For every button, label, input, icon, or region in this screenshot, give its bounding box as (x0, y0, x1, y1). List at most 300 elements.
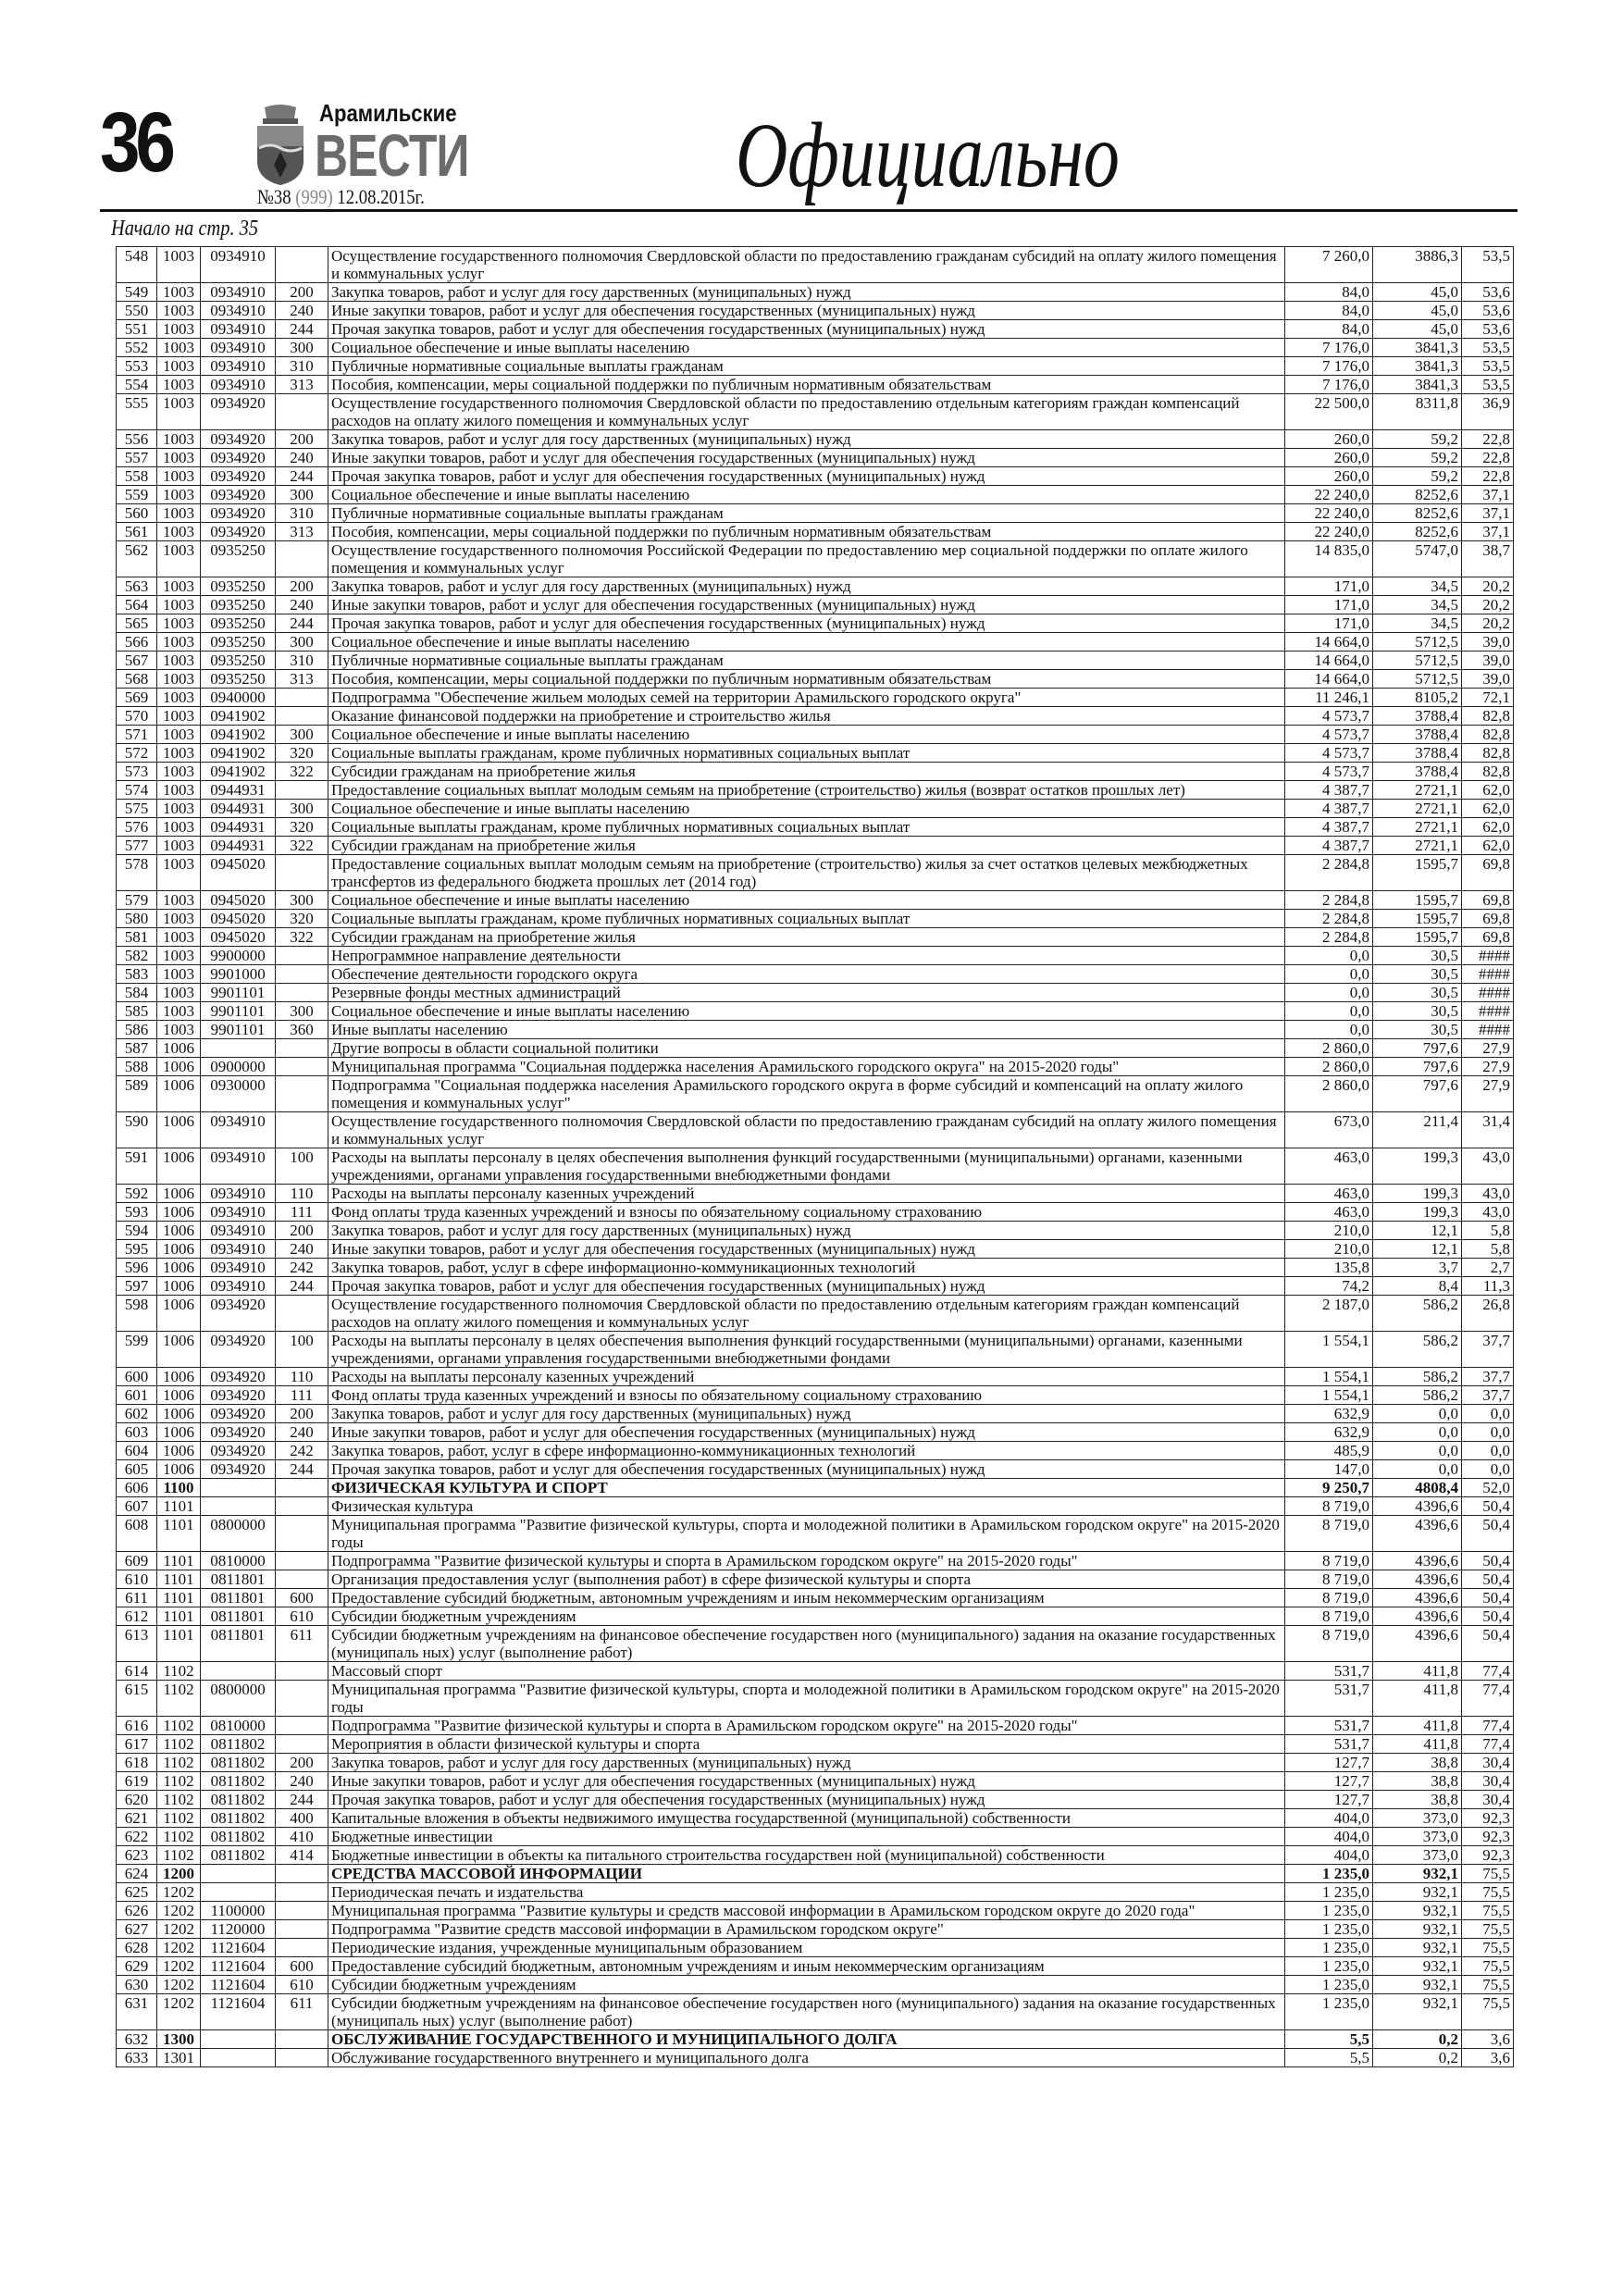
description: Фонд оплаты труда казенных учреждений и взносы по обязательному социальному страхованию (328, 1386, 1285, 1405)
description: Капитальные вложения в объекты недвижимого имущества государственной (муниципальной) собственности (328, 1809, 1285, 1828)
executed-amount: 411,8 (1373, 1681, 1462, 1717)
table-row (117, 1039, 1514, 1058)
expense-type-code: 110 (276, 1185, 328, 1203)
table-row (117, 1772, 1514, 1791)
section-code: 1101 (157, 1607, 201, 1626)
budget-table-body (117, 247, 1514, 2067)
executed-amount: 8252,6 (1373, 523, 1462, 541)
row-number: 577 (117, 837, 157, 855)
description: Прочая закупка товаров, работ и услуг для обеспечения государственных (муниципальных) нужд (328, 1277, 1285, 1296)
planned-amount: 485,9 (1285, 1442, 1373, 1460)
executed-amount: 3788,4 (1373, 744, 1462, 763)
expense-type-code (276, 1552, 328, 1570)
execution-percent: 53,6 (1462, 302, 1514, 320)
table-row (117, 1976, 1514, 1994)
section-code: 1003 (157, 357, 201, 376)
table-row (117, 394, 1514, 430)
planned-amount: 2 284,8 (1285, 910, 1373, 928)
expense-type-code (276, 541, 328, 577)
planned-amount: 4 387,7 (1285, 818, 1373, 837)
description: Социальные выплаты гражданам, кроме публичных нормативных социальных выплат (328, 818, 1285, 837)
description: Предоставление субсидий бюджетным, автономным учреждениям и иным некоммерческим организациям (328, 1589, 1285, 1607)
execution-percent: 43,0 (1462, 1148, 1514, 1185)
execution-percent: 39,0 (1462, 633, 1514, 652)
target-code: 0934910 (201, 1112, 276, 1148)
execution-percent: 53,5 (1462, 247, 1514, 283)
description: Иные закупки товаров, работ и услуг для обеспечения государственных (муниципальных) нужд (328, 1240, 1285, 1259)
description: Пособия, компенсации, меры социальной поддержки по публичным нормативным обязательствам (328, 376, 1285, 394)
section-code: 1003 (157, 800, 201, 818)
planned-amount: 1 235,0 (1285, 1976, 1373, 1994)
section-code: 1102 (157, 1772, 201, 1791)
executed-amount: 30,5 (1373, 947, 1462, 965)
execution-percent: 62,0 (1462, 800, 1514, 818)
table-row (117, 486, 1514, 504)
execution-percent: 77,4 (1462, 1681, 1514, 1717)
execution-percent: 5,8 (1462, 1222, 1514, 1240)
description: Предоставление социальных выплат молодым семьям на приобретение (строительство) жилья (возврат остатков прошлых лет) (328, 781, 1285, 800)
description: Социальное обеспечение и иные выплаты населению (328, 891, 1285, 910)
planned-amount: 2 860,0 (1285, 1076, 1373, 1112)
planned-amount: 1 554,1 (1285, 1386, 1373, 1405)
execution-percent: 39,0 (1462, 652, 1514, 670)
table-row (117, 855, 1514, 891)
planned-amount: 5,5 (1285, 2030, 1373, 2049)
section-code: 1006 (157, 1203, 201, 1222)
row-number: 603 (117, 1423, 157, 1442)
execution-percent: 37,7 (1462, 1332, 1514, 1368)
target-code: 9901000 (201, 965, 276, 984)
target-code: 0934920 (201, 504, 276, 523)
executed-amount: 34,5 (1373, 596, 1462, 614)
expense-type-code (276, 1920, 328, 1939)
description: Закупка товаров, работ и услуг для госу дарственных (муниципальных) нужд (328, 430, 1285, 449)
planned-amount: 2 187,0 (1285, 1296, 1373, 1332)
target-code: 0934920 (201, 1423, 276, 1442)
row-number: 612 (117, 1607, 157, 1626)
planned-amount: 404,0 (1285, 1846, 1373, 1865)
planned-amount: 2 284,8 (1285, 855, 1373, 891)
section-code: 1003 (157, 984, 201, 1002)
expense-type-code: 300 (276, 1002, 328, 1021)
section-code: 1003 (157, 928, 201, 947)
target-code: 0934920 (201, 1296, 276, 1332)
table-row (117, 504, 1514, 523)
table-row (117, 1957, 1514, 1976)
planned-amount: 127,7 (1285, 1772, 1373, 1791)
planned-amount: 531,7 (1285, 1681, 1373, 1717)
target-code (201, 1479, 276, 1497)
table-row (117, 670, 1514, 689)
target-code: 0935250 (201, 577, 276, 596)
planned-amount: 171,0 (1285, 596, 1373, 614)
execution-percent: 92,3 (1462, 1846, 1514, 1865)
table-row (117, 1516, 1514, 1552)
section-code: 1006 (157, 1296, 201, 1332)
row-number: 594 (117, 1222, 157, 1240)
executed-amount: 30,5 (1373, 965, 1462, 984)
table-row (117, 1883, 1514, 1902)
execution-percent: 53,5 (1462, 339, 1514, 357)
planned-amount: 14 664,0 (1285, 670, 1373, 689)
target-code: 0811801 (201, 1607, 276, 1626)
description: Непрограммное направление деятельности (328, 947, 1285, 965)
expense-type-code: 240 (276, 1240, 328, 1259)
table-row (117, 965, 1514, 984)
row-number: 560 (117, 504, 157, 523)
planned-amount: 147,0 (1285, 1460, 1373, 1479)
table-row (117, 1423, 1514, 1442)
description: Подпрограмма "Социальная поддержка населения Арамильского городского округа в форме субсидий и компенсаций на оплату жилого помещения и коммунальных услуг" (328, 1076, 1285, 1112)
execution-percent: 62,0 (1462, 837, 1514, 855)
expense-type-code: 111 (276, 1386, 328, 1405)
section-code: 1003 (157, 763, 201, 781)
planned-amount: 210,0 (1285, 1240, 1373, 1259)
target-code: 0811802 (201, 1791, 276, 1809)
section-code: 1003 (157, 1021, 201, 1039)
execution-percent: 69,8 (1462, 855, 1514, 891)
description: Подпрограмма "Обеспечение жильем молодых семей на территории Арамильского городского округа" (328, 689, 1285, 707)
expense-type-code: 244 (276, 1460, 328, 1479)
description: Физическая культура (328, 1497, 1285, 1516)
expense-type-code (276, 247, 328, 283)
section-code: 1300 (157, 2030, 201, 2049)
execution-percent: 53,6 (1462, 283, 1514, 302)
target-code: 1121604 (201, 1939, 276, 1957)
section-code: 1003 (157, 523, 201, 541)
expense-type-code: 414 (276, 1846, 328, 1865)
planned-amount: 2 284,8 (1285, 928, 1373, 947)
target-code: 0934910 (201, 357, 276, 376)
table-row (117, 596, 1514, 614)
table-row (117, 1626, 1514, 1662)
expense-type-code (276, 1112, 328, 1148)
execution-percent: 26,8 (1462, 1296, 1514, 1332)
planned-amount: 22 240,0 (1285, 523, 1373, 541)
issue-number: №38 (257, 185, 291, 208)
execution-percent: 75,5 (1462, 1976, 1514, 1994)
executed-amount: 8311,8 (1373, 394, 1462, 430)
table-row (117, 1185, 1514, 1203)
row-number: 548 (117, 247, 157, 283)
description: Осуществление государственного полномочия Свердловской области по предоставлению гражданам субсидий на оплату жилого помещения и коммунальных услуг (328, 247, 1285, 283)
execution-percent: 52,0 (1462, 1479, 1514, 1497)
section-code: 1006 (157, 1076, 201, 1112)
description: Иные закупки товаров, работ и услуг для обеспечения государственных (муниципальных) нужд (328, 302, 1285, 320)
table-row (117, 357, 1514, 376)
description: Социальное обеспечение и иные выплаты населению (328, 1002, 1285, 1021)
section-code: 1100 (157, 1479, 201, 1497)
executed-amount: 8,4 (1373, 1277, 1462, 1296)
row-number: 620 (117, 1791, 157, 1809)
target-code (201, 1039, 276, 1058)
section-code: 1006 (157, 1405, 201, 1423)
row-number: 596 (117, 1259, 157, 1277)
section-title: Официально (736, 104, 1120, 206)
execution-percent: 20,2 (1462, 614, 1514, 633)
execution-percent: 75,5 (1462, 1902, 1514, 1920)
execution-percent: 22,8 (1462, 449, 1514, 467)
row-number: 553 (117, 357, 157, 376)
expense-type-code: 300 (276, 800, 328, 818)
executed-amount: 4396,6 (1373, 1626, 1462, 1662)
target-code: 0811802 (201, 1754, 276, 1772)
table-row (117, 1735, 1514, 1754)
target-code: 1121604 (201, 1957, 276, 1976)
section-code: 1003 (157, 965, 201, 984)
execution-percent: 30,4 (1462, 1754, 1514, 1772)
planned-amount: 0,0 (1285, 1002, 1373, 1021)
table-row (117, 1754, 1514, 1772)
planned-amount: 4 573,7 (1285, 707, 1373, 726)
section-code: 1003 (157, 910, 201, 928)
section-code: 1003 (157, 744, 201, 763)
planned-amount: 127,7 (1285, 1754, 1373, 1772)
expense-type-code (276, 1296, 328, 1332)
planned-amount: 84,0 (1285, 283, 1373, 302)
row-number: 570 (117, 707, 157, 726)
row-number: 621 (117, 1809, 157, 1828)
planned-amount: 8 719,0 (1285, 1570, 1373, 1589)
target-code: 0811801 (201, 1570, 276, 1589)
executed-amount: 199,3 (1373, 1148, 1462, 1185)
table-row (117, 376, 1514, 394)
planned-amount: 7 176,0 (1285, 376, 1373, 394)
table-row (117, 577, 1514, 596)
expense-type-code (276, 965, 328, 984)
execution-percent: 31,4 (1462, 1112, 1514, 1148)
target-code: 0934910 (201, 320, 276, 339)
expense-type-code: 240 (276, 1423, 328, 1442)
description: Осуществление государственного полномочия Российской Федерации по предоставлению мер социальной поддержки по оплате жилого помещения и коммунальных услуг (328, 541, 1285, 577)
planned-amount: 8 719,0 (1285, 1626, 1373, 1662)
description: Социальные выплаты гражданам, кроме публичных нормативных социальных выплат (328, 744, 1285, 763)
row-number: 631 (117, 1994, 157, 2030)
description: Фонд оплаты труда казенных учреждений и взносы по обязательному социальному страхованию (328, 1203, 1285, 1222)
executed-amount: 373,0 (1373, 1828, 1462, 1846)
executed-amount: 45,0 (1373, 283, 1462, 302)
expense-type-code: 600 (276, 1589, 328, 1607)
row-number: 586 (117, 1021, 157, 1039)
expense-type-code (276, 855, 328, 891)
expense-type-code: 611 (276, 1994, 328, 2030)
row-number: 571 (117, 726, 157, 744)
section-code: 1003 (157, 707, 201, 726)
page-number: 36 (100, 95, 171, 190)
continued-from-note: Начало на стр. 35 (111, 217, 259, 241)
expense-type-code: 244 (276, 614, 328, 633)
table-row (117, 781, 1514, 800)
execution-percent: #### (1462, 947, 1514, 965)
description: Прочая закупка товаров, работ и услуг для обеспечения государственных (муниципальных) нужд (328, 467, 1285, 486)
row-number: 567 (117, 652, 157, 670)
row-number: 598 (117, 1296, 157, 1332)
table-row (117, 1828, 1514, 1846)
planned-amount: 2 860,0 (1285, 1039, 1373, 1058)
description: Предоставление субсидий бюджетным, автономным учреждениям и иным некоммерческим организациям (328, 1957, 1285, 1976)
row-number: 555 (117, 394, 157, 430)
executed-amount: 373,0 (1373, 1846, 1462, 1865)
expense-type-code: 111 (276, 1203, 328, 1222)
executed-amount: 932,1 (1373, 1957, 1462, 1976)
description: Субсидии гражданам на приобретение жилья (328, 763, 1285, 781)
executed-amount: 932,1 (1373, 1883, 1462, 1902)
description: Прочая закупка товаров, работ и услуг для обеспечения государственных (муниципальных) нужд (328, 1791, 1285, 1809)
table-row (117, 523, 1514, 541)
row-number: 576 (117, 818, 157, 837)
expense-type-code (276, 1681, 328, 1717)
description: Закупка товаров, работ и услуг для госу дарственных (муниципальных) нужд (328, 1222, 1285, 1240)
section-code: 1003 (157, 449, 201, 467)
execution-percent: 2,7 (1462, 1259, 1514, 1277)
table-row (117, 837, 1514, 855)
target-code: 0810000 (201, 1552, 276, 1570)
row-number: 573 (117, 763, 157, 781)
description: СРЕДСТВА МАССОВОЙ ИНФОРМАЦИИ (328, 1865, 1285, 1883)
target-code: 0934910 (201, 1185, 276, 1203)
section-code: 1102 (157, 1828, 201, 1846)
row-number: 562 (117, 541, 157, 577)
row-number: 563 (117, 577, 157, 596)
execution-percent: 50,4 (1462, 1570, 1514, 1589)
expense-type-code: 200 (276, 283, 328, 302)
section-code: 1102 (157, 1662, 201, 1681)
expense-type-code: 300 (276, 726, 328, 744)
row-number: 559 (117, 486, 157, 504)
table-row (117, 947, 1514, 965)
target-code: 1120000 (201, 1920, 276, 1939)
row-number: 593 (117, 1203, 157, 1222)
target-code: 0935250 (201, 596, 276, 614)
section-code: 1003 (157, 689, 201, 707)
executed-amount: 4396,6 (1373, 1570, 1462, 1589)
execution-percent: 53,6 (1462, 320, 1514, 339)
execution-percent: 77,4 (1462, 1717, 1514, 1735)
planned-amount: 0,0 (1285, 947, 1373, 965)
description: Муниципальная программа "Развитие физической культуры, спорта и молодежной политики в Арамильском городском округе" на 2015-2020 годы (328, 1681, 1285, 1717)
table-row (117, 1259, 1514, 1277)
execution-percent: 75,5 (1462, 1957, 1514, 1976)
brand-name-main: ВЕСТИ (315, 122, 469, 189)
description: Социальное обеспечение и иные выплаты населению (328, 800, 1285, 818)
planned-amount: 260,0 (1285, 467, 1373, 486)
description: Социальное обеспечение и иные выплаты населению (328, 486, 1285, 504)
executed-amount: 3788,4 (1373, 763, 1462, 781)
target-code: 0811802 (201, 1772, 276, 1791)
execution-percent: 82,8 (1462, 707, 1514, 726)
row-number: 556 (117, 430, 157, 449)
row-number: 590 (117, 1112, 157, 1148)
target-code: 0934910 (201, 1277, 276, 1296)
description: Закупка товаров, работ и услуг для госу дарственных (муниципальных) нужд (328, 1754, 1285, 1772)
executed-amount: 199,3 (1373, 1203, 1462, 1222)
execution-percent: 22,8 (1462, 467, 1514, 486)
executed-amount: 59,2 (1373, 449, 1462, 467)
section-code: 1006 (157, 1460, 201, 1479)
row-number: 611 (117, 1589, 157, 1607)
description: Бюджетные инвестиции в объекты ка питального строительства государствен ной (муниципальной) собственности (328, 1846, 1285, 1865)
execution-percent: 0,0 (1462, 1460, 1514, 1479)
planned-amount: 1 235,0 (1285, 1939, 1373, 1957)
description: Публичные нормативные социальные выплаты гражданам (328, 504, 1285, 523)
description: Закупка товаров, работ, услуг в сфере информационно-коммуникационных технологий (328, 1442, 1285, 1460)
executed-amount: 4396,6 (1373, 1589, 1462, 1607)
section-code: 1003 (157, 302, 201, 320)
expense-type-code (276, 1865, 328, 1883)
description: Организация предоставления услуг (выполнения работ) в сфере физической культуры и спорта (328, 1570, 1285, 1589)
table-row (117, 1460, 1514, 1479)
executed-amount: 2721,1 (1373, 800, 1462, 818)
planned-amount: 5,5 (1285, 2049, 1373, 2067)
executed-amount: 30,5 (1373, 1002, 1462, 1021)
description: Осуществление государственного полномочия Свердловской области по предоставлению гражданам субсидий на оплату жилого помещения и коммунальных услуг (328, 1112, 1285, 1148)
target-code: 1121604 (201, 1994, 276, 2030)
target-code: 0935250 (201, 652, 276, 670)
planned-amount: 1 235,0 (1285, 1957, 1373, 1976)
expense-type-code (276, 689, 328, 707)
section-code: 1006 (157, 1368, 201, 1386)
row-number: 618 (117, 1754, 157, 1772)
planned-amount: 1 235,0 (1285, 1902, 1373, 1920)
expense-type-code: 240 (276, 449, 328, 467)
target-code: 0800000 (201, 1516, 276, 1552)
coat-of-arms-logo-icon (252, 104, 309, 187)
planned-amount: 463,0 (1285, 1185, 1373, 1203)
executed-amount: 45,0 (1373, 320, 1462, 339)
expense-type-code: 320 (276, 744, 328, 763)
target-code: 0930000 (201, 1076, 276, 1112)
row-number: 583 (117, 965, 157, 984)
section-code: 1003 (157, 837, 201, 855)
execution-percent: 75,5 (1462, 1920, 1514, 1939)
executed-amount: 586,2 (1373, 1368, 1462, 1386)
executed-amount: 586,2 (1373, 1296, 1462, 1332)
executed-amount: 34,5 (1373, 614, 1462, 633)
target-code: 0935250 (201, 670, 276, 689)
row-number: 591 (117, 1148, 157, 1185)
expense-type-code: 200 (276, 1405, 328, 1423)
execution-percent: 38,7 (1462, 541, 1514, 577)
planned-amount: 0,0 (1285, 984, 1373, 1002)
planned-amount: 1 235,0 (1285, 1920, 1373, 1939)
table-row (117, 763, 1514, 781)
executed-amount: 0,0 (1373, 1423, 1462, 1442)
execution-percent: 92,3 (1462, 1828, 1514, 1846)
execution-percent: 0,0 (1462, 1442, 1514, 1460)
section-code: 1003 (157, 614, 201, 633)
expense-type-code (276, 1902, 328, 1920)
section-code: 1003 (157, 394, 201, 430)
target-code: 0934920 (201, 430, 276, 449)
target-code: 0944931 (201, 781, 276, 800)
execution-percent: 30,4 (1462, 1791, 1514, 1809)
table-row (117, 1717, 1514, 1735)
planned-amount: 7 260,0 (1285, 247, 1373, 283)
section-code: 1006 (157, 1259, 201, 1277)
expense-type-code: 244 (276, 320, 328, 339)
expense-type-code: 313 (276, 376, 328, 394)
planned-amount: 14 664,0 (1285, 652, 1373, 670)
planned-amount: 135,8 (1285, 1259, 1373, 1277)
section-code: 1301 (157, 2049, 201, 2067)
row-number: 599 (117, 1332, 157, 1368)
description: Оказание финансовой поддержки на приобретение и строительство жилья (328, 707, 1285, 726)
table-row (117, 1809, 1514, 1828)
section-code: 1102 (157, 1735, 201, 1754)
planned-amount: 463,0 (1285, 1203, 1373, 1222)
executed-amount: 5747,0 (1373, 541, 1462, 577)
execution-percent: 0,0 (1462, 1423, 1514, 1442)
